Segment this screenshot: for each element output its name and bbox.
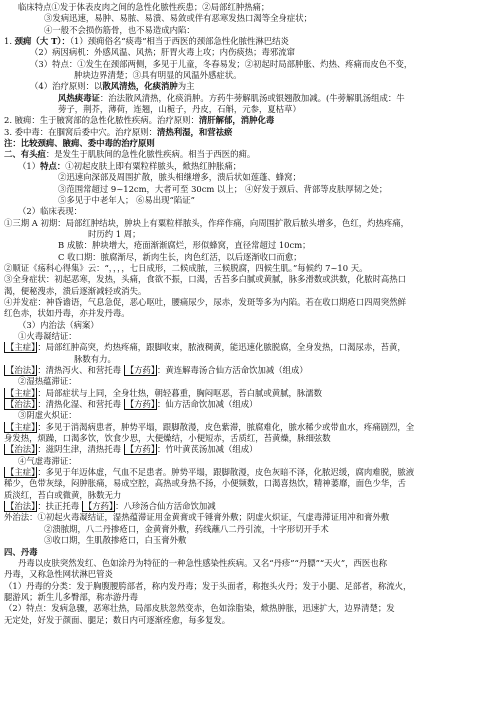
boxed-label: 【方药】	[125, 365, 156, 375]
text-line	[4, 399, 496, 410]
bold-text: 颈痈（大 T）：	[14, 36, 70, 47]
text-run: ①初起皮肤上即有粟粒样脓头，焮热红肿胀痛；	[65, 160, 242, 171]
text-run: ：治法散风清热，化痰消肿。方药牛蒡解肌汤或银翘散加减。(牛蒡解肌汤组成：牛	[99, 92, 405, 103]
text-run: 丹毒以皮肤突然发红、色如涂丹为特征的一种急性感染性疾病。又名“丹疹”“丹膘”“天火”，西医也称	[18, 557, 388, 568]
bold-text: 清肝解郁，消肿化毒	[198, 115, 275, 126]
text-line	[4, 354, 496, 365]
text-line	[4, 376, 496, 387]
text-line	[4, 365, 496, 376]
text-line	[4, 195, 496, 206]
text-run: ③发病迅速，易肿、易脓、易溃、易敛或伴有恶寒发热口渴等全身症状；	[44, 13, 312, 24]
text-run: C 收口期：脓腐渐尽，新肉生长，肉色红活，以后逐渐收口而愈；	[58, 251, 302, 262]
text-run: ：多见于消渴病患者，肿势平塌，跟脚散漫，皮色紫滞，脓腐难化，脓水稀少或带血水，疼痛剧烈，全	[37, 421, 415, 432]
text-line	[4, 70, 496, 81]
text-run: （2）临床表现：	[18, 206, 82, 217]
text-line	[4, 286, 496, 297]
text-line	[4, 501, 496, 512]
text-run: ：竹叶黄芪汤加减（组成）	[157, 444, 258, 455]
text-line	[4, 59, 496, 70]
text-run: ：扶正托毒	[37, 501, 82, 512]
text-line	[4, 184, 496, 195]
text-run: ③范围常超过 9~12cm，大者可至 30cm 以上； ④好发于颈后、背部等皮肤厚韧之处；	[58, 183, 388, 194]
text-line	[4, 115, 496, 126]
text-run: ③全身症状：初起恶寒，发热，头痛，食欲不振，口渴，舌苔多白腻或黄腻，脉多滑数或洪数，化脓时高热口	[4, 274, 406, 285]
text-line	[4, 47, 496, 58]
text-line	[4, 331, 496, 342]
text-line	[4, 104, 496, 115]
text-run: ①火毒凝结证：	[18, 330, 77, 341]
text-run: ：清热化湿、和营托毒	[37, 399, 124, 410]
text-run: 质淡红，苔白或微黄，脉数无力	[4, 489, 122, 500]
text-run: ③收口期，生肌散掺疮口，白玉膏外敷	[44, 535, 187, 546]
boxed-label: 【治法】	[6, 365, 36, 375]
text-line	[4, 558, 496, 569]
text-line	[4, 138, 496, 149]
text-line	[4, 524, 496, 535]
boxed-label: 【方药】	[83, 501, 114, 512]
text-run: ：黄连解毒汤合仙方活命饮加减（组成）	[157, 365, 308, 375]
text-line	[4, 456, 496, 467]
text-line	[4, 149, 496, 160]
text-run: 3. 委中毒：在腘窝后委中穴。治疗原则：	[4, 126, 158, 137]
text-run: ：清热泻火、和营托毒	[37, 365, 124, 375]
text-run: ：局部症状与上同，全身壮热，朝轻暮重，胸闷呕恶，苔白腻或黄腻，脉濡数	[37, 387, 323, 398]
bold-text: 散风清热，化痰消肿	[102, 81, 178, 92]
bold-text: 特点：	[40, 160, 66, 171]
text-run: 1.	[4, 36, 15, 47]
text-run: （1）颈痈俗名“痰毒”相当于西医的颈部急性化脓性淋巴结炎	[69, 36, 289, 47]
text-line	[4, 240, 496, 251]
bold-text: 注：比较颈痈、腋痈、委中毒的治疗原则	[4, 138, 155, 149]
boxed-label: 【治法】	[6, 444, 36, 455]
text-line	[4, 512, 496, 523]
text-run: ②顺证《疡科心得集》云：“，，，，七日成形，二候成脓，三候脱腐，四候生肌。”每候约 7~10 天。	[4, 262, 368, 273]
text-line	[4, 388, 496, 399]
text-run: 红色赤，状如丹毒，亦并发丹毒。	[4, 308, 130, 319]
text-run: 蒡子，荆芥，薄荷，连翘，山栀子，丹皮，石斛，元参，夏枯草）	[58, 104, 301, 115]
text-line	[4, 218, 496, 229]
text-line	[4, 274, 496, 285]
text-line	[4, 478, 496, 489]
boxed-label: 【主症】	[6, 342, 36, 353]
text-run: 脉数有力。	[74, 353, 116, 364]
text-run: ⑤多见于中老年人； ⑥易出现“陷证”	[58, 194, 195, 205]
text-run: 为主	[177, 81, 195, 92]
text-run: 丹毒，又称急性网状淋巴管炎	[4, 569, 113, 580]
boxed-label: 【主症】	[6, 387, 36, 398]
text-run: ①三期 A 初期：局部红肿结块，肿块上有粟粒样脓头，作痒作痛，向周围扩散后脓头增多，色红，灼热疼痛，	[4, 217, 409, 228]
text-line	[4, 36, 496, 47]
text-run: ④一般不会损伤筋骨，也不易造成内陷：	[44, 24, 195, 35]
text-run: ②溃脓期，八二丹掺疮口，金黄膏外敷，药线蘸八二丹引流，十字形切开手术	[44, 523, 329, 534]
text-line	[4, 297, 496, 308]
boxed-label: 【方药】	[125, 399, 156, 410]
bold-text: 四、丹毒	[4, 546, 38, 557]
bold-text: 风热痰毒证	[58, 92, 100, 103]
boxed-label: 【主症】	[6, 421, 36, 432]
text-run: 稀少，色带灰绿，闷肿胀痛，易成空腔，高热或身热不扬，小便频数，口渴喜热饮，精神萎靡，面色少华，舌	[4, 478, 406, 489]
text-run: （2）特点：发病急骤，恶寒壮热，局部皮肤忽然变赤，色如涂脂染，焮热肿胀，迅速扩大，边界清楚；发	[4, 603, 395, 614]
text-line	[4, 490, 496, 501]
text-line	[4, 342, 496, 353]
text-run: （4）治疗原则：以	[30, 81, 103, 92]
text-line	[4, 13, 496, 24]
text-line	[4, 535, 496, 546]
text-run: ：八珍汤合仙方活命饮加减	[115, 501, 216, 512]
boxed-label: 【治法】	[6, 501, 36, 512]
text-line	[4, 410, 496, 421]
text-run: 临床特点①发于体表皮肉之间的急性化脓性疾患；②局部红肿热痛；	[18, 2, 270, 12]
text-line	[4, 581, 496, 592]
text-run: （1）丹毒的分类：发于胸腹腰胯部者，称内发丹毒；发于头面者，称抱头火丹；发于小腿、足部者，称流火，	[4, 580, 412, 591]
text-run: 身发热，烦躁，口渴多饮，饮食少思，大便燥结，小便短赤，舌质红，苔黄燥，脉细弦数	[4, 433, 331, 444]
text-line	[4, 161, 496, 172]
text-line	[4, 569, 496, 580]
text-run: 无定处，好发于颜面、腿足；数日内可逐渐痊愈，每多复发。	[4, 614, 231, 625]
text-run: ：局部红肿高突，灼热疼痛，跟脚收束，脓液稠黄，能迅速化脓脱腐，全身发热，口渴尿赤，苔黄，	[37, 342, 406, 353]
text-line	[4, 81, 496, 92]
text-run: 2. 腋痈：生于腋窝部的急性化脓性疾病。治疗原则：	[4, 115, 199, 126]
text-run: ④并发症：神昏谵语，气息急促，恶心呕吐，腰痛尿少，尿赤，发斑等多为内陷。若在收口期疮口四周突然鲜	[4, 296, 406, 307]
text-line	[4, 444, 496, 455]
text-run: ：多见于年迈体虚，气血不足患者。肿势平塌，跟脚散漫，皮色灰暗不泽，化脓迟缓，腐肉难脱，脓液	[37, 467, 415, 478]
text-line	[4, 467, 496, 478]
text-run: B 成脓：肿块增大，疮面渐渐腐烂，形似蜂窝，直径常超过 10cm；	[58, 240, 311, 251]
text-line	[4, 603, 496, 614]
text-line	[4, 320, 496, 331]
text-run: 腿游风；新生儿多臀部，称赤游丹毒	[4, 591, 138, 602]
text-run: ③阴虚火炽证：	[18, 410, 77, 421]
text-line	[4, 422, 496, 433]
text-line	[4, 252, 496, 263]
text-run: ④气虚毒滞证：	[18, 455, 77, 466]
text-line	[4, 263, 496, 274]
text-line	[4, 206, 496, 217]
text-line	[4, 592, 496, 603]
text-run: （1）	[18, 160, 41, 171]
text-line	[4, 93, 496, 104]
text-run: 外治法：①初起火毒凝结证，湿热蕴滞证用金黄膏或千锤膏外敷；阴虚火炽证，气虚毒滞证用冲和膏外敷	[4, 512, 390, 523]
text-run: ：仙方活命饮加减（组成）	[157, 399, 258, 410]
text-line	[4, 25, 496, 36]
text-line	[4, 615, 496, 626]
text-run: ：滋阴生津，清热托毒	[37, 444, 124, 455]
text-line	[4, 229, 496, 240]
text-line	[4, 547, 496, 558]
text-line	[4, 433, 496, 444]
boxed-label: 【方药】	[125, 444, 156, 455]
text-run: （3）内治法（病案）	[18, 319, 99, 330]
boxed-label: 【治法】	[6, 399, 36, 410]
text-line	[4, 172, 496, 183]
text-run: （3）特点：①发生在颈部两侧，多见于儿童，冬春易发；②初起时局部肿胀、灼热、疼痛而皮色不变，	[30, 58, 413, 69]
text-line	[4, 308, 496, 319]
text-run: ②湿热蕴滞证：	[18, 376, 77, 387]
text-run: （2）病因病机：外感风温、风热；肝胃火毒上攻；内伤痰热；毒邪流窜	[30, 47, 295, 58]
text-run: 肿块边界清楚；③具有明显的风温外感症状。	[74, 70, 242, 81]
boxed-label: 【主症】	[6, 467, 36, 478]
bold-text: 二、有头疽	[4, 149, 46, 160]
bold-text: 清热利湿，和营祛瘀	[157, 126, 233, 137]
text-line	[4, 127, 496, 138]
text-run: 渴，便秘溲赤，溃后逐渐减轻或消失。	[4, 285, 147, 296]
text-run: 时历约 1 周；	[88, 228, 141, 239]
text-run: ：是发生于肌肤间的急性化脓性疾病。相当于西医的痈。	[45, 149, 256, 160]
text-run: ②迅速向深部及周围扩散，脓头相继增多，溃后状如莲蓬、蜂窝；	[58, 172, 301, 183]
text-line	[4, 2, 496, 13]
